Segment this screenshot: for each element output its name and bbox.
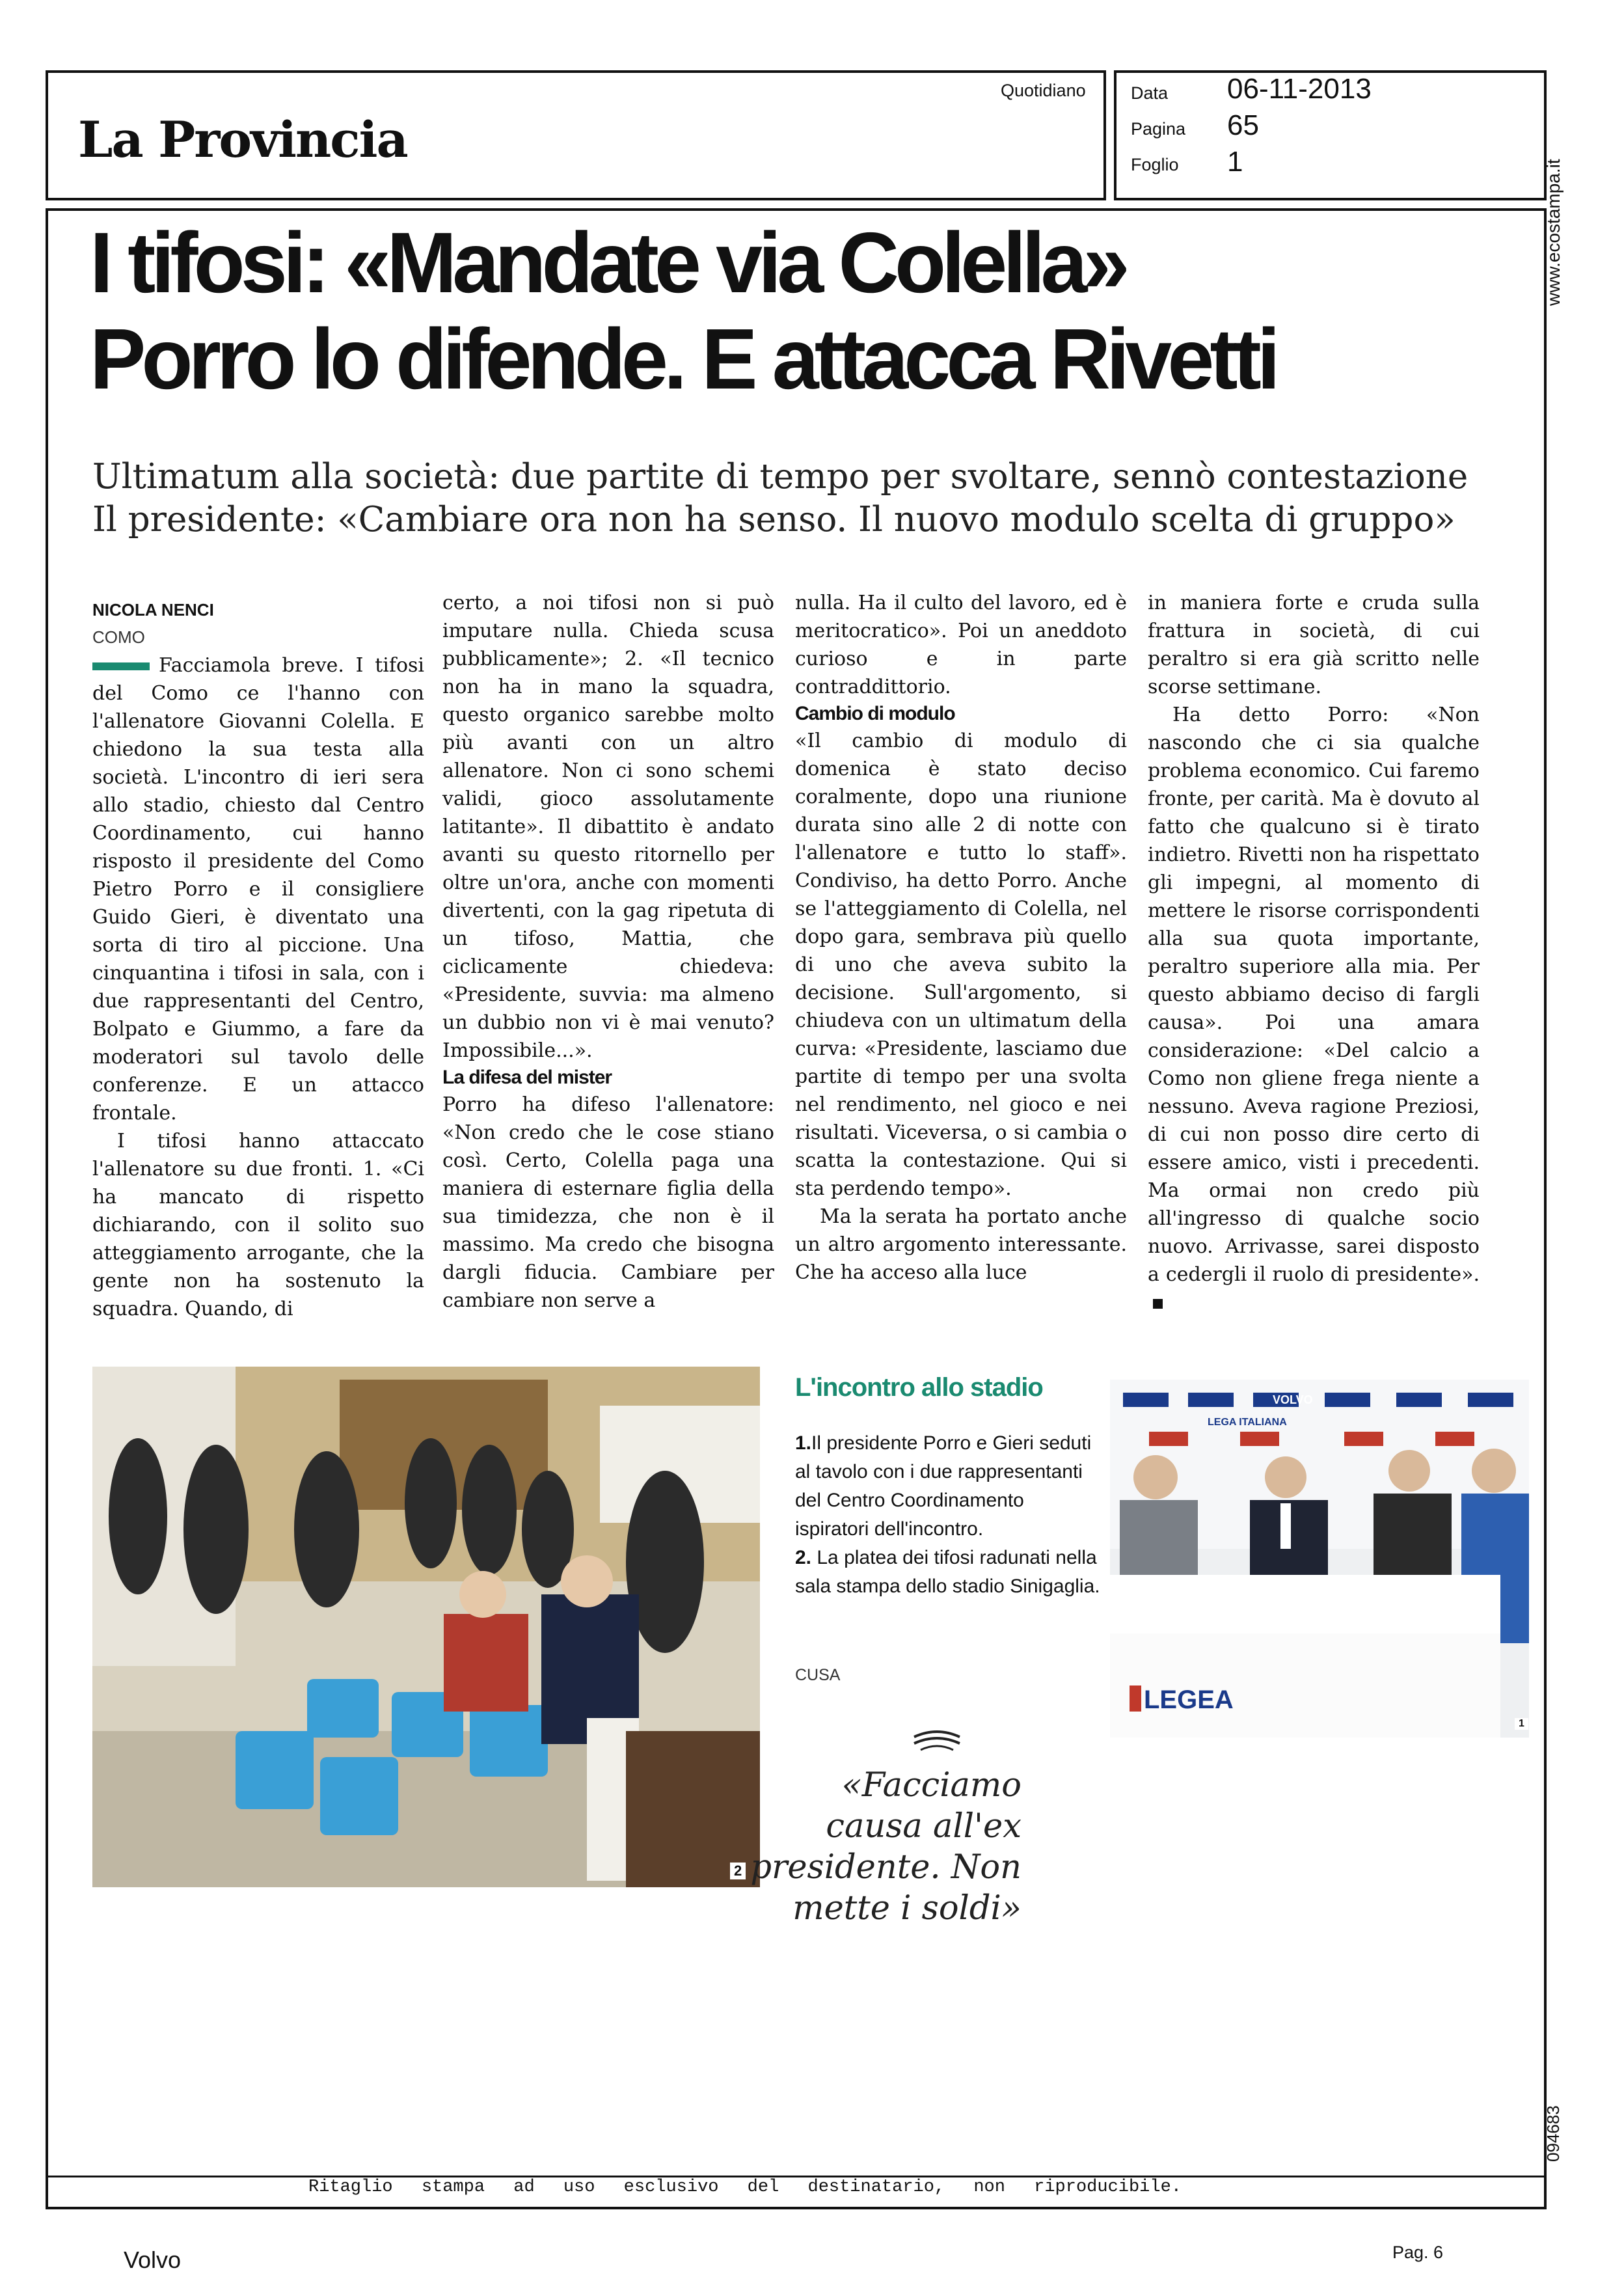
photo-audience bbox=[92, 1367, 760, 1887]
end-mark bbox=[1153, 1299, 1163, 1309]
headline bbox=[90, 215, 1511, 407]
pull-quote: «Facciamo causa all'ex presidente. Non mette i soldi» bbox=[750, 1766, 1022, 1928]
photo-press-table bbox=[1110, 1380, 1529, 1738]
headline-line-2: Porro lo difende. E attacca Rivetti bbox=[90, 311, 1276, 407]
photo-number-1: 1 bbox=[1515, 1718, 1528, 1730]
sheet-value: 1 bbox=[1227, 146, 1243, 178]
backdrop-sponsor: VOLVO bbox=[1273, 1393, 1313, 1406]
photo-number-2: 2 bbox=[730, 1863, 746, 1879]
caption-item-2: 2. La platea dei tifosi radunati nella sala stampa dello stadio Sinigaglia. bbox=[795, 1547, 1100, 1597]
paragraph: Porro ha difeso l'allenatore: «Non credo che le cose stiano così. Certo, Colella paga una maniera di esternare figlia della sua timidezza, che non è il massimo. Ma credo che bisogna dargli fiducia. Cambiare per cambiare non serve a bbox=[442, 1093, 774, 1312]
sheet-label: Foglio bbox=[1131, 155, 1179, 174]
subheadline-line-2: Il presidente: «Cambiare ora non ha senso. Il nuovo modulo scelta di gruppo» bbox=[92, 500, 1455, 539]
article-column-1 bbox=[92, 589, 424, 1323]
side-code: 094683 bbox=[1543, 2105, 1563, 2162]
author: NICOLA NENCI bbox=[92, 600, 214, 620]
press-table-photo-graphic bbox=[1110, 1380, 1529, 1738]
backdrop-league: LEGA ITALIANA bbox=[1208, 1417, 1287, 1428]
date-label: Data bbox=[1131, 83, 1169, 103]
paragraph: Ma la serata ha portato anche un altro argomento interessante. Che ha acceso alla luce bbox=[795, 1205, 1127, 1284]
quote-ornament-icon bbox=[911, 1728, 963, 1754]
paragraph: certo, a noi tifosi non si può imputare nulla. Chieda scusa pubblicamente»; 2. «Il tecnico non ha in mano la squadra, questo organico sarebbe molto più avanti con un altro allenatore. Non ci sono schemi validi, gioco assolutamente latitante». Il dibattito è andato avanti su questo ritornello per oltre un'ora, anche con momenti divertenti, con la gag ripetuta di un tifoso, Mattia, che ciclicamente chiedeva: «Presidente, suvvia: ma almeno un dubbio non vi è mai venuto? Impossibile...». bbox=[442, 592, 774, 1062]
newspaper-logo: La Provincia bbox=[78, 111, 407, 169]
article-column-4 bbox=[1148, 589, 1480, 1317]
paragraph: Facciamola breve. I tifosi del Como ce l'hanno con l'allenatore Giovanni Colella. E chiedono la sua testa alla società. L'incontro di ieri sera allo stadio, chiesto dal Centro Coordinamento, cui hanno risposto il presidente del Como Pietro Porro e il consigliere Guido Gieri, è diventato una sorta di tiro al piccione. Una cinquantina i tifosi in sala, con i due rappresentanti del Centro, Bolpato e Giummo, a fare da moderatori sul tavolo delle conferenze. E un attacco frontale. bbox=[92, 654, 424, 1125]
paragraph: Ha detto Porro: «Non nascondo che ci sia qualche problema economico. Cui faremo fronte, per carità. Ma è dovuto al fatto che qualcuno si è tirato indietro. Rivetti non ha rispettato gli impegni, al momento di mettere le risorse corrispondenti alla sua quota importante, peraltro superiore alla mia. Per questo abbiamo deciso di fargli causa». Poi una amara considerazione: «Del calcio a Como non gliene frega niente a nessuno. Aveva ragione Preziosi, di cui non posso dire certo di essere amico, visti i precedenti. Ma ormai non credo più all'ingresso di qualche socio nuovo. Arrivasse, sarei disposto a cedergli il ruolo di presidente». bbox=[1148, 701, 1480, 1317]
paragraph: «Il cambio di modulo di domenica è stato deciso coralmente, dopo una riunione durata sino alle 2 di notte con l'allenatore e tutto lo staff». Condiviso, ha detto Porro. Anche se l'atteggiamento di Colella, nel dopo gara, sembrava più quello di uno che aveva subito la decisione. Sull'argomento, si chiudeva con un ultimatum della curva: «Presidente, lasciamo due partite di tempo per una svolta nel rendimento, nel gioco e nei risultati. Viceversa, o si cambia o scatta la contestazione. Qui si sta perdendo tempo». bbox=[795, 730, 1127, 1200]
backdrop-brand: LEGEA bbox=[1144, 1685, 1234, 1714]
side-url: www.ecostampa.it bbox=[1543, 159, 1563, 306]
page-label: Pagina bbox=[1131, 119, 1186, 139]
paragraph: in maniera forte e cruda sulla frattura in società, di cui peraltro si era già scritto nelle scorse settimane. bbox=[1148, 592, 1480, 698]
article-column-3 bbox=[795, 589, 1127, 1287]
audience-photo-graphic bbox=[92, 1367, 760, 1887]
lead-bar bbox=[92, 662, 150, 670]
article-column-2 bbox=[442, 589, 774, 1315]
date-value: 06-11-2013 bbox=[1227, 73, 1372, 105]
headline-line-1: I tifosi: «Mandate via Colella» bbox=[90, 215, 1126, 310]
page-number: Pag. 6 bbox=[1392, 2243, 1444, 2262]
paragraph: I tifosi hanno attaccato l'allenatore su due fronti. 1. «Ci ha mancato di rispetto dichiarando, con il solito suo atteggiamento arrogante, che la gente non ha sostenuto la squadra. Quando, di bbox=[92, 1130, 424, 1320]
paragraph: nulla. Ha il culto del lavoro, ed è meritocratico». Poi un aneddoto curioso e in parte contraddittorio. bbox=[795, 592, 1127, 698]
publication-type: Quotidiano bbox=[1001, 81, 1086, 100]
section-heading: La difesa del mister bbox=[442, 1067, 612, 1088]
client-name: Volvo bbox=[124, 2246, 182, 2273]
page-value: 65 bbox=[1227, 109, 1259, 141]
dateline-place: COMO bbox=[92, 627, 145, 647]
section-heading: Cambio di modulo bbox=[795, 703, 955, 724]
photo-credit: CUSA bbox=[795, 1666, 841, 1684]
subheadline-line-1: Ultimatum alla società: due partite di tempo per svoltare, sennò contestazione bbox=[92, 457, 1468, 497]
copyright-note: Ritaglio stampa ad uso esclusivo del destinatario, non riproducibile. bbox=[308, 2177, 1182, 2197]
caption-body bbox=[795, 1429, 1101, 1601]
caption-title: L'incontro allo stadio bbox=[795, 1373, 1043, 1402]
caption-item-1: 1.Il presidente Porro e Gieri seduti al tavolo con i due rappresentanti del Centro Coordinamento ispiratori dell'incontro. bbox=[795, 1432, 1092, 1540]
subheadline bbox=[92, 456, 1537, 541]
